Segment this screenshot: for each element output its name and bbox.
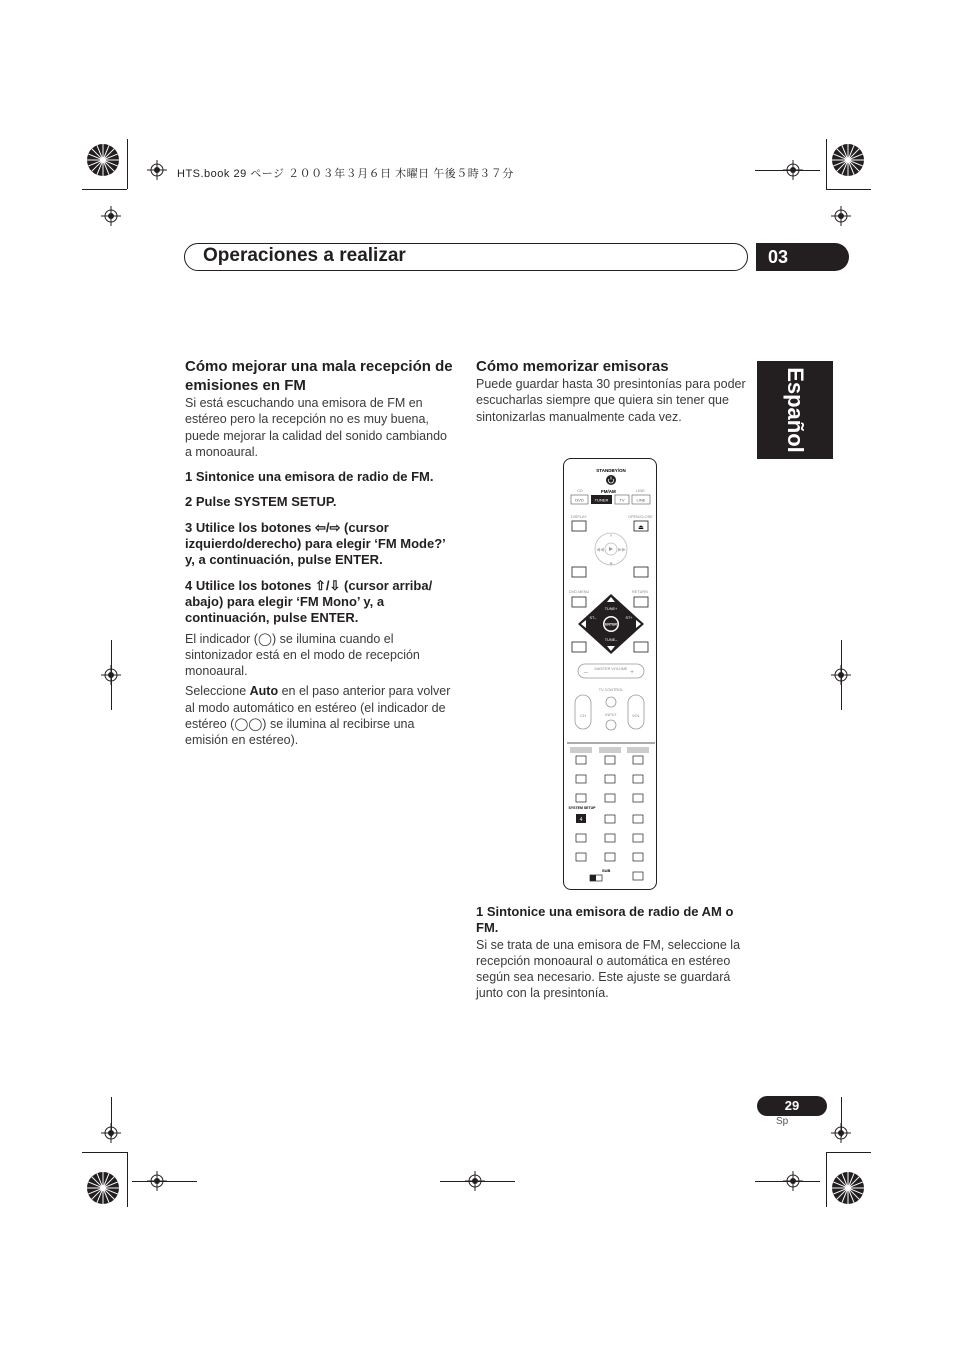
line-button: LINE bbox=[636, 497, 646, 503]
return-label: RETURN bbox=[632, 590, 648, 594]
enter-button: ENTER bbox=[605, 622, 617, 627]
crop-line bbox=[755, 1181, 820, 1182]
crop-line bbox=[755, 170, 820, 171]
section-heading: Cómo memorizar emisoras bbox=[476, 358, 669, 375]
dvd-menu-label: DVD MENU bbox=[569, 590, 590, 594]
print-header: HTS.book 29 ページ ２００３年３月６日 木曜日 午後５時３７分 bbox=[177, 168, 514, 180]
svg-text:⏏: ⏏ bbox=[638, 525, 644, 531]
st-plus-label: ST+ bbox=[625, 616, 633, 620]
page-number: 29 bbox=[757, 1096, 827, 1116]
remote-control-illustration bbox=[563, 458, 657, 890]
display-label: DISPLAY bbox=[571, 515, 587, 519]
svg-text:■: ■ bbox=[609, 561, 613, 567]
auto-mode-text bbox=[185, 683, 457, 748]
tv-button: TV bbox=[619, 497, 625, 503]
section-heading: Cómo mejorar una mala recepción de emisiones en FM bbox=[185, 358, 453, 394]
st-minus-label: ST– bbox=[589, 616, 597, 620]
tune-up-label: TUNE+ bbox=[604, 607, 618, 611]
dvd-button: DVD bbox=[575, 497, 584, 503]
crosshair-icon bbox=[831, 206, 851, 226]
step-1: 1 Sintonice una emisora de radio de AM o FM. bbox=[476, 904, 734, 936]
crop-line bbox=[841, 640, 842, 710]
auto-text-pre: Seleccione bbox=[185, 684, 250, 699]
chapter-title: Operaciones a realizar bbox=[203, 245, 406, 266]
page-language-code: Sp bbox=[776, 1116, 789, 1127]
registration-star-icon bbox=[86, 1171, 120, 1205]
line-label: LINE bbox=[636, 488, 645, 493]
crop-line bbox=[826, 189, 871, 190]
right-step-1 bbox=[476, 904, 746, 1002]
svg-text:⏸: ⏸ bbox=[609, 533, 613, 539]
crop-line bbox=[826, 1152, 871, 1153]
registration-star-icon bbox=[86, 143, 120, 177]
intro-text: Puede guardar hasta 30 presintonías para poder escucharlas siempre que quiera sin tener que sintonizarlas manualmente cada vez. bbox=[476, 377, 746, 424]
crop-line bbox=[82, 189, 127, 190]
crop-line bbox=[440, 1181, 515, 1182]
mono-indicator-text: El indicador (◯) se ilumina cuando el sintonizador está en el modo de recepción monoaural. bbox=[185, 631, 420, 679]
svg-text:4: 4 bbox=[579, 817, 583, 823]
cd-label: CD bbox=[577, 488, 583, 493]
step-1-text: Si se trata de una emisora de FM, seleccione la recepción monoaural o automática en estéreo según sea necesario. Este ajuste se guardará junto con la presintonía. bbox=[476, 937, 741, 1001]
ch-label: CH bbox=[580, 713, 586, 718]
step-4: 4 Utilice los botones ⇧/⇩ (cursor arriba/ abajo) para elegir ‘FM Mono’ y, a continuación, pulse ENTER. bbox=[185, 577, 433, 626]
step-3: 3 Utilice los botones ⇦/⇨ (cursor izquierdo/derecho) para elegir ‘FM Mode?’ y, a continuación, pulse ENTER. bbox=[185, 519, 446, 568]
step-1: 1 Sintonice una emisora de radio de FM. bbox=[185, 469, 434, 485]
right-column bbox=[476, 357, 746, 425]
crop-line bbox=[841, 1097, 842, 1137]
svg-text:–: – bbox=[584, 669, 588, 676]
registration-star-icon bbox=[831, 1171, 865, 1205]
vol-label: VOL bbox=[631, 713, 641, 718]
intro-text: Si está escuchando una emisora de FM en estéreo pero la recepción no es muy buena, puede mejorar la calidad del sonido cambiando a monoaural. bbox=[185, 396, 447, 459]
svg-text:◀◀: ◀◀ bbox=[596, 547, 604, 553]
crop-line bbox=[127, 139, 128, 189]
auto-text-post: en el paso anterior para volver al modo automático en estéreo (el indicador de estéreo (◯◯) se ilumina al recibirse una emisión en estéreo). bbox=[185, 684, 451, 748]
left-column bbox=[185, 357, 457, 749]
input-label: INPUT bbox=[605, 713, 617, 717]
chapter-number: 03 bbox=[756, 243, 849, 271]
open-close-label: OPEN/CLOSE bbox=[628, 515, 653, 519]
fm-am-label: FM/AM bbox=[601, 489, 616, 494]
auto-keyword: Auto bbox=[249, 684, 279, 699]
language-tab-label: Español bbox=[783, 367, 808, 453]
master-volume-label: MASTER VOLUME bbox=[594, 667, 628, 671]
standby-label: STANDBY/ON bbox=[596, 468, 626, 473]
tune-down-label: TUNE– bbox=[604, 638, 618, 642]
crop-line bbox=[82, 1152, 127, 1153]
tv-control-label: TV CONTROL bbox=[598, 688, 624, 692]
registration-star-icon bbox=[831, 143, 865, 177]
language-tab bbox=[757, 361, 833, 459]
crop-line bbox=[826, 139, 827, 189]
svg-text:▶▶: ▶▶ bbox=[618, 547, 626, 553]
crop-line bbox=[127, 1152, 128, 1207]
crop-line bbox=[826, 1152, 827, 1207]
crosshair-icon bbox=[147, 160, 167, 180]
sub-label: SUB bbox=[602, 868, 611, 873]
svg-text:+: + bbox=[630, 669, 635, 676]
system-setup-label: SYSTEM SETUP bbox=[568, 806, 596, 810]
crop-line bbox=[132, 1181, 197, 1182]
tuner-button: TUNER bbox=[594, 497, 609, 503]
crosshair-icon bbox=[101, 206, 121, 226]
step-2: 2 Pulse SYSTEM SETUP. bbox=[185, 494, 337, 510]
crop-line bbox=[111, 640, 112, 710]
crop-line bbox=[111, 1097, 112, 1137]
